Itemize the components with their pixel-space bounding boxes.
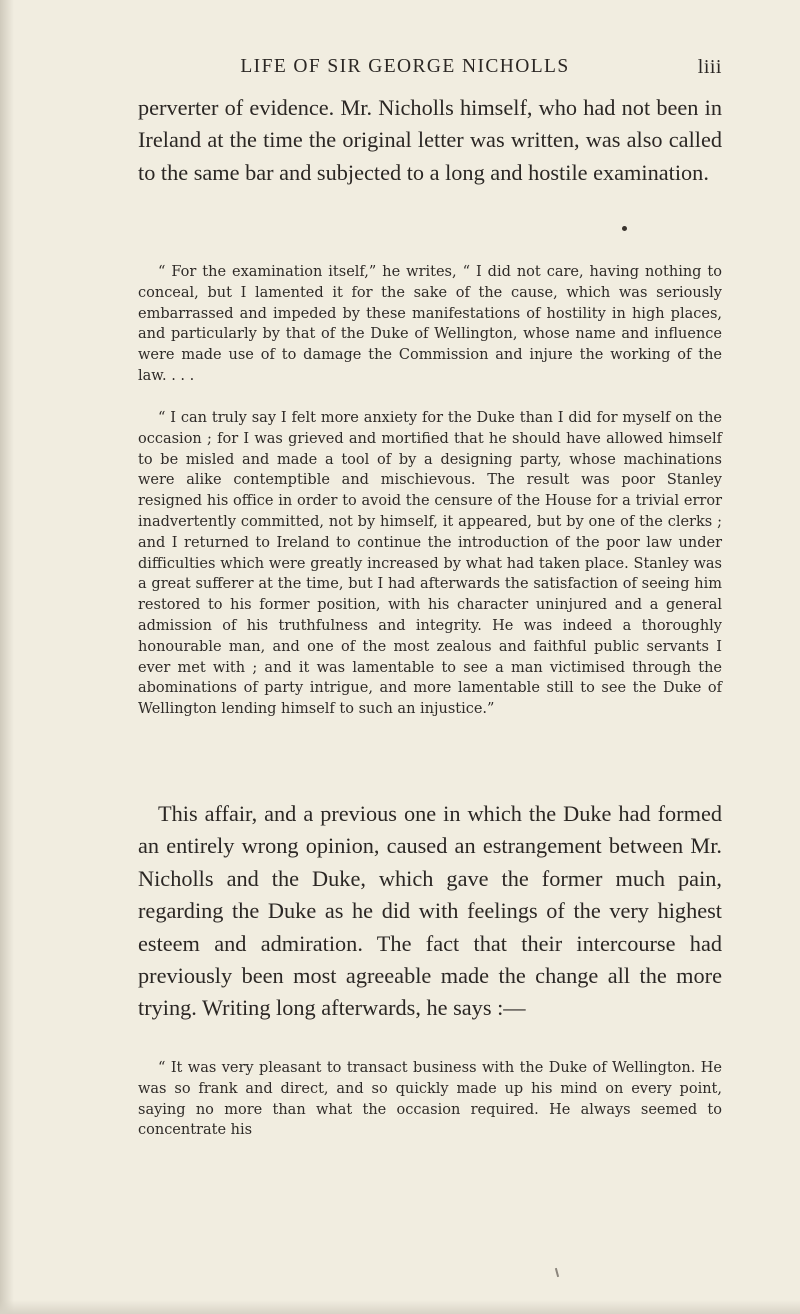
page-gutter-shadow [0,0,14,1314]
quote-paragraph-2: “ I can truly say I felt more anxiety for the Duke than I did for myself on the occasion ; for I was grieved and mortified that he should have allowed himself to be misled and made a tool of by a designing party, whose machinations were alike contemptible and mischievous. The result was poor Stanley resigned his office in order to avoid the censure of the House for a trivial error inadvertently committed, not by himself, it appeared, but by one of the clerks ; and I returned to Ireland to continue the introduction of the poor law under difficulties which were greatly increased by what had taken place. Stanley was a great sufferer at the time, but I had afterwards the satisfaction of seeing him restored to his former position, with his character uninjured and a general admission of his truthfulness and integrity. He was indeed a thoroughly honourable man, and one of the most zealous and faithful public servants I ever met with ; and it was lamentable to see a man victimised through the abominations of party intrigue, and more lamentable still to see the Duke of Wellington lending himself to such an injustice.” [138,410,722,718]
stray-ink-dot [622,226,627,231]
quote-paragraph-1: “ For the examination itself,” he writes, “ I did not care, having nothing to conceal, but I lamented it for the sake of the cause, which was seriously embarrassed and impeded by these manifestations of hostility in high places, and particularly by that of the Duke of Wellington, whose name and influence were made use of to damage the Commission and injure the working of the law. . . . [138,264,722,384]
quote-paragraph-3: “ It was very pleasant to transact business with the Duke of Wellington. He was so frank and direct, and so quickly made up his mind on every point, saying no more than what the occasion required. He always seemed to concentrate his [138,1060,722,1139]
page-number: liii [697,56,722,78]
body-paragraph-2: This affair, and a previous one in which the Duke had formed an entirely wrong opinion, caused an estrangement between Mr. Nicholls and the Duke, which gave the former much pain, regarding the Duke as he did with feelings of the very highest esteem and admiration. The fact that their intercourse had previously been most agreeable made the change all the more trying. Writing long afterwards, he says :— [138,801,722,1021]
page-header [148,56,722,82]
stray-ink-mark [555,1268,559,1277]
body-paragraph-1: perverter of evidence. Mr. Nicholls himself, who had not been in Ireland at the time the original letter was written, was also called to the same bar and subjected to a long and hostile examination. [138,95,722,185]
page-bottom-shadow [0,1300,800,1314]
running-head: LIFE OF SIR GEORGE NICHOLLS [240,56,570,77]
